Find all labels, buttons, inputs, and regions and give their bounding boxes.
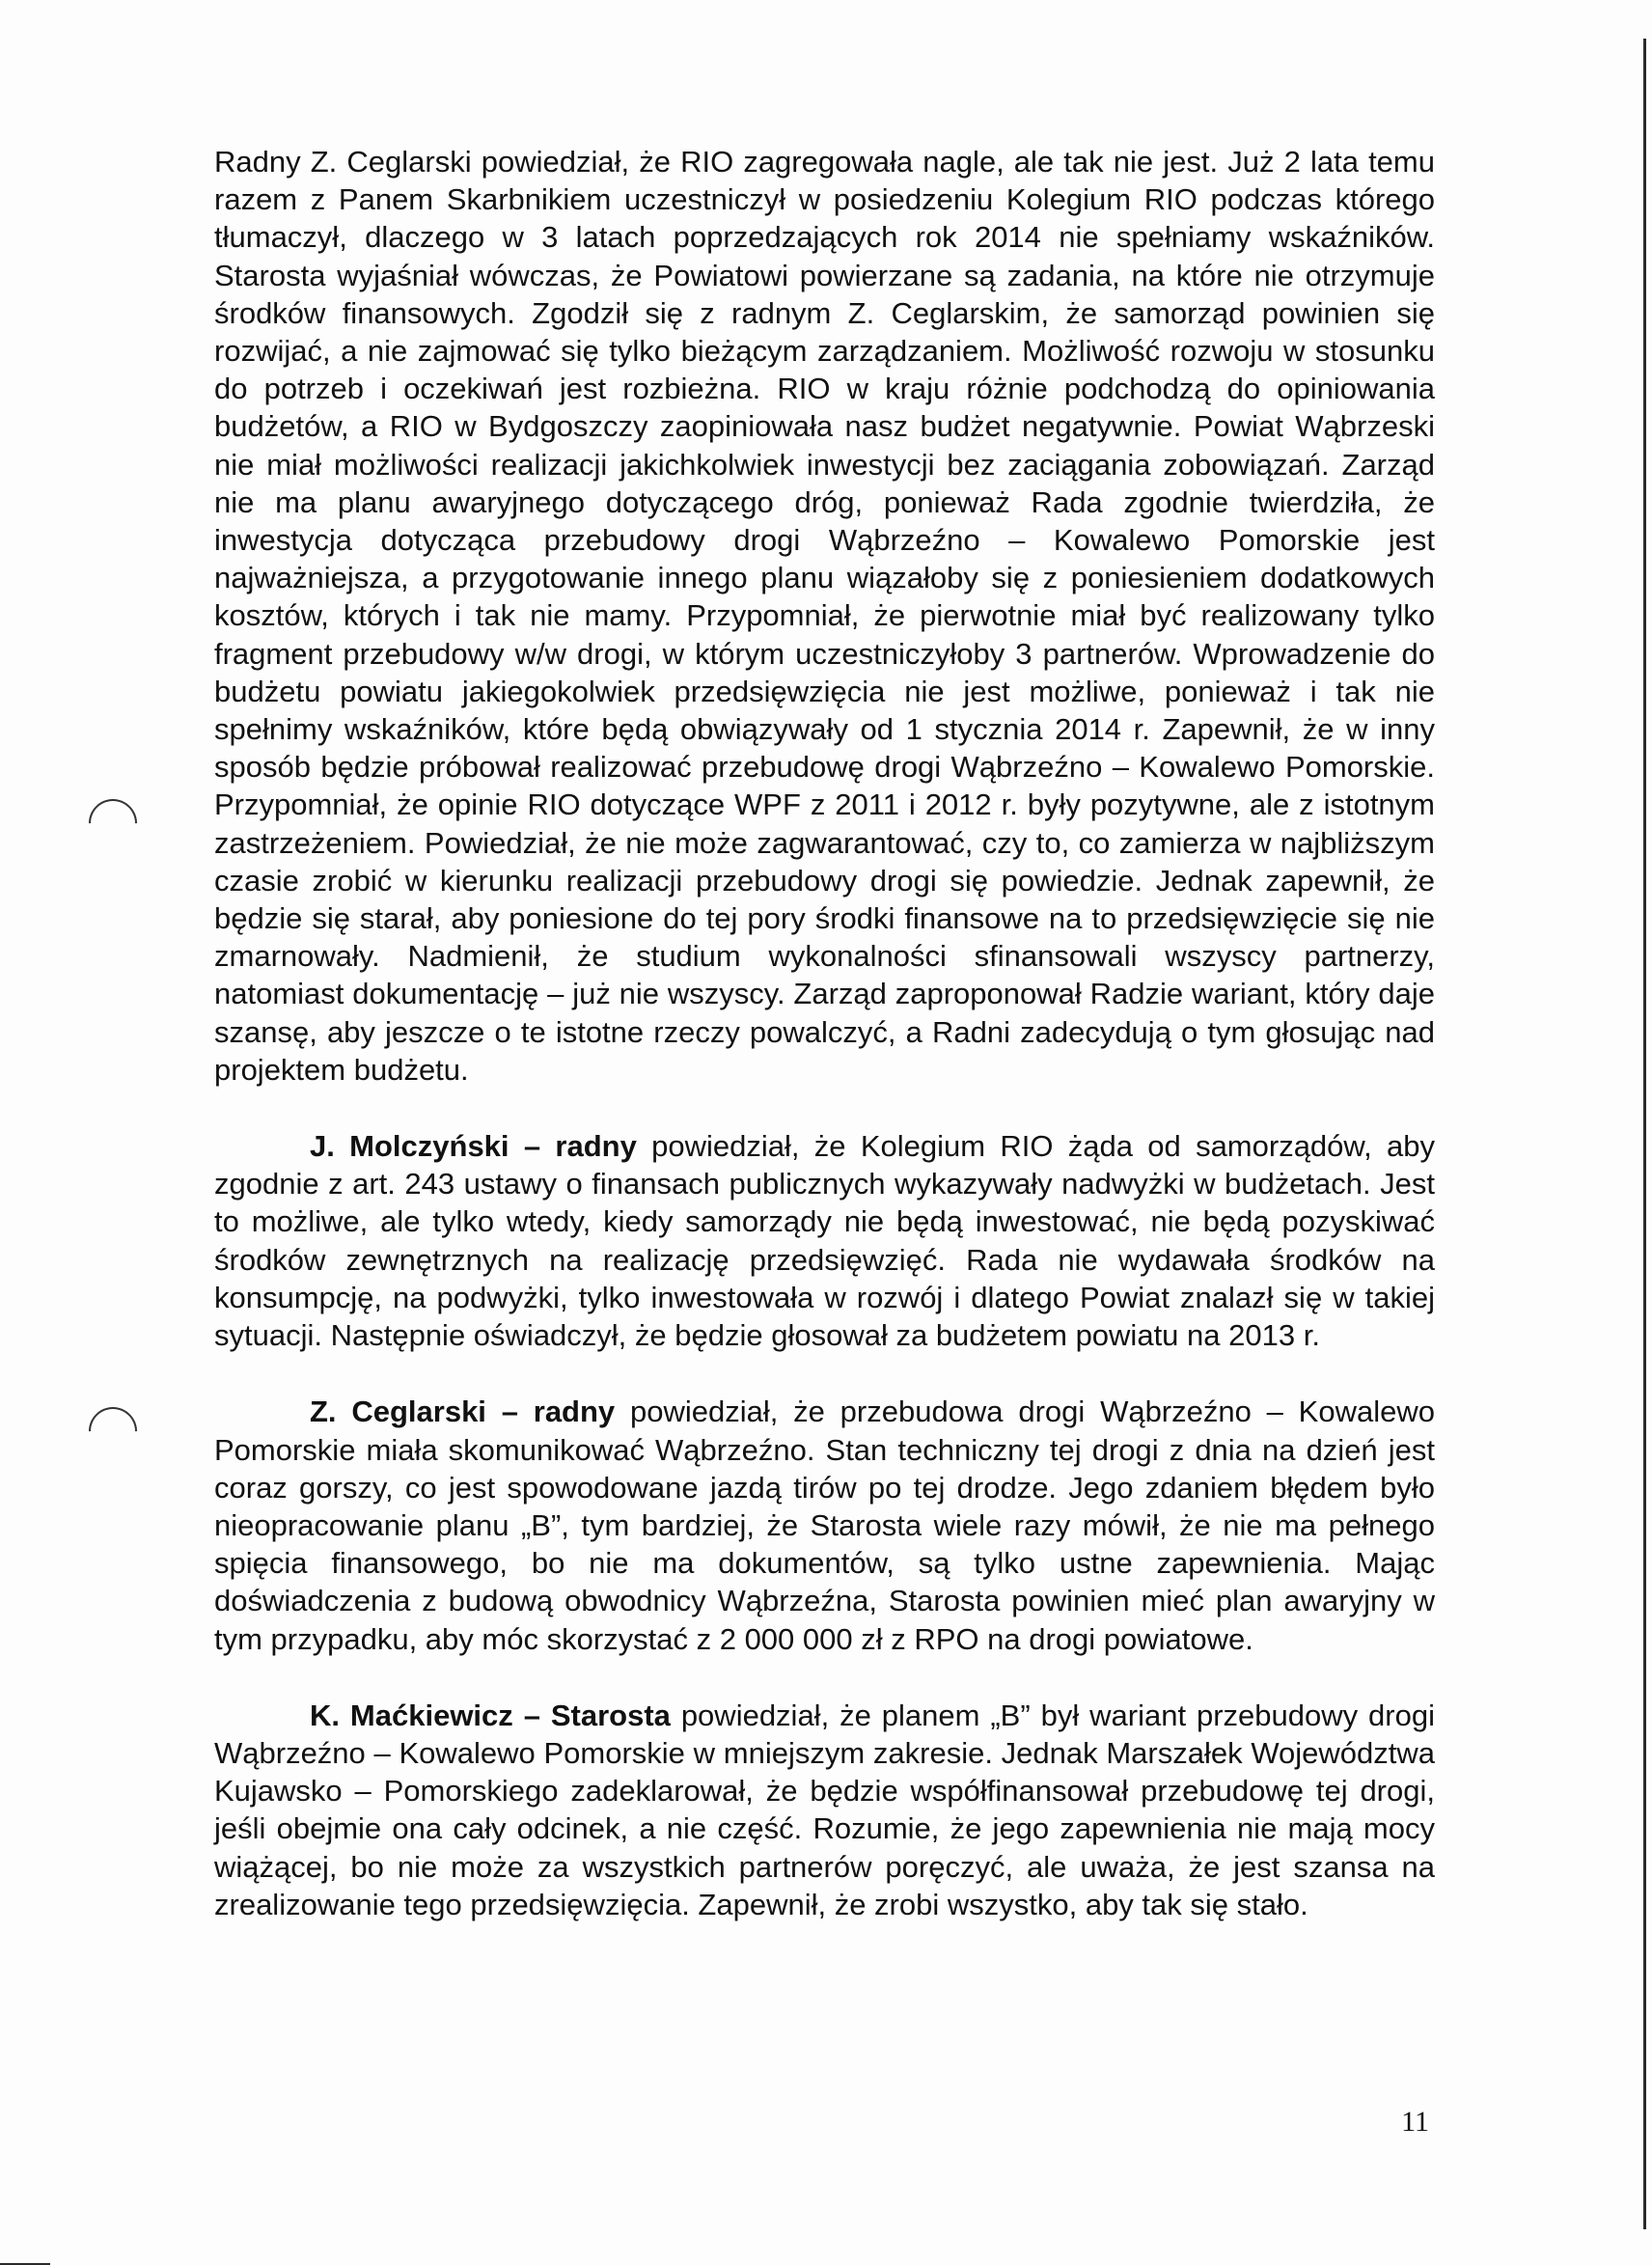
speaker-name: K. Maćkiewicz – [310,1698,540,1732]
document-body [214,143,1435,1962]
scan-edge-right [1643,39,1646,2229]
punch-hole-mark-icon [79,1397,148,1466]
speaker-name: Z. Ceglarski – [310,1395,518,1429]
speaker-role: radny [533,1395,616,1429]
paragraph-text: Radny Z. Ceglarski powiedział, że RIO zagregowała nagle, ale tak nie jest. Już 2 lata temu razem z Panem Skarbnikiem uczestniczył w posiedzeniu Kolegium RIO podczas którego tłumaczył, dlaczego w 3 latach poprzedzających rok 2014 nie spełniamy wskaźników. Starosta wyjaśniał wówczas, że Powiatowi powierzane są zadania, na które nie otrzymuje środków finansowych. Zgodził się z radnym Z. Ceglarskim, że samorząd powinien się rozwijać, a nie zajmować się tylko bieżącym zarządzaniem. Możliwość rozwoju w stosunku do potrzeb i oczekiwań jest rozbieżna. RIO w kraju różnie podchodzą do opiniowania budżetów, a RIO w Bydgoszczy zaopiniowała nasz budżet negatywnie. Powiat Wąbrzeski nie miał możliwości realizacji jakichkolwiek inwestycji bez zaciągania zobowiązań. Zarząd nie ma planu awaryjnego dotyczącego dróg, ponieważ Rada zgodnie twierdziła, że inwestycja dotycząca przebudowy drogi Wąbrzeźno – Kowalewo Pomorskie jest najważniejsza, a przygotowanie innego planu wiązałoby się z poniesieniem dodatkowych kosztów, których i tak nie mamy. Przypomniał, że pierwotnie miał być realizowany tylko fragment przebudowy w/w drogi, w którym uczestniczyłoby 3 partnerów. Wprowadzenie do budżetu powiatu jakiegokolwiek przedsięwzięcia nie jest możliwe, ponieważ i tak nie spełnimy wskaźników, które będą obwiązywały od 1 stycznia 2014 r. Zapewnił, że w inny sposób będzie próbował realizować przebudowę drogi Wąbrzeźno – Kowalewo Pomorskie. Przypomniał, że opinie RIO dotyczące WPF z 2011 i 2012 r. były pozytywne, ale z istotnym zastrzeżeniem. Powiedział, że nie może zagwarantować, czy to, co zamierza w najbliższym czasie zrobić w kierunku realizacji przebudowy drogi się powiedzie. Jednak zapewnił, że będzie się starał, aby poniesione do tej pory środki finansowe na to przedsięwzięcie się nie zmarnowały. Nadmienił, że studium wykonalności sfinansowali wszyscy partnerzy, natomiast dokumentację – już nie wszyscy. Zarząd zaproponował Radzie wariant, który daje szansę, aby jeszcze o te istotne rzeczy powalczyć, a Radni zadecydują o tym głosując nad projektem budżetu. [214,145,1435,1087]
page-number: 11 [1401,2106,1429,2138]
paragraph-text: powiedział, że przebudowa drogi Wąbrzeźno – Kowalewo Pomorskie miała skomunikować Wąbrzeźno. Stan techniczny tej drogi z dnia na dzień jest coraz gorszy, co jest spowodowane jazdą tirów po tej drodze. Jego zdaniem błędem było nieopracowanie planu „B”, tym bardziej, że Starosta wiele razy mówił, że nie ma pełnego spięcia finansowego, bo nie ma dokumentów, są tylko ustne zapewnienia. Mając doświadczenia z budową obwodnicy Wąbrzeźna, Starosta powinien mieć plan awaryjny w tym przypadku, aby móc skorzystać z 2 000 000 zł z RPO na drogi powiatowe. [214,1395,1435,1656]
paragraph-ceglarski-intro [214,143,1435,1089]
paragraph-text: powiedział, że planem „B” był wariant przebudowy drogi Wąbrzeźno – Kowalewo Pomorskie w mniejszym zakresie. Jednak Marszałek Województwa Kujawsko – Pomorskiego zadeklarował, że będzie współfinansował przebudowę tej drogi, jeśli obejmie ona cały odcinek, a nie część. Rozumie, że jego zapewnienia nie mają mocy wiążącej, bo nie może za wszystkich partnerów poręczyć, ale uważa, że jest szansa na zrealizowanie tego przedsięwzięcia. Zapewnił, że zrobi wszystko, aby tak się stało. [214,1698,1435,1921]
paragraph-ceglarski [214,1393,1435,1657]
paragraph-molczynski [214,1127,1435,1354]
paragraph-text: powiedział, że Kolegium RIO żąda od samorządów, aby zgodnie z art. 243 ustawy o finansach publicznych wykazywały nadwyżki w budżetach. Jest to możliwe, ale tylko wtedy, kiedy samorządy nie będą inwestować, nie będą pozyskiwać środków zewnętrznych na realizację przedsięwzięć. Rada nie wydawała środków na konsumpcję, na podwyżki, tylko inwestowała w rozwój i dlatego Powiat znalazł się w takiej sytuacji. Następnie oświadczył, że będzie głosował za budżetem powiatu na 2013 r. [214,1129,1435,1353]
speaker-name: J. Molczyński – [310,1129,541,1164]
paragraph-mackiewicz [214,1697,1435,1923]
speaker-role: Starosta [550,1698,671,1732]
punch-hole-mark-icon [79,789,148,858]
speaker-role: radny [555,1129,637,1164]
